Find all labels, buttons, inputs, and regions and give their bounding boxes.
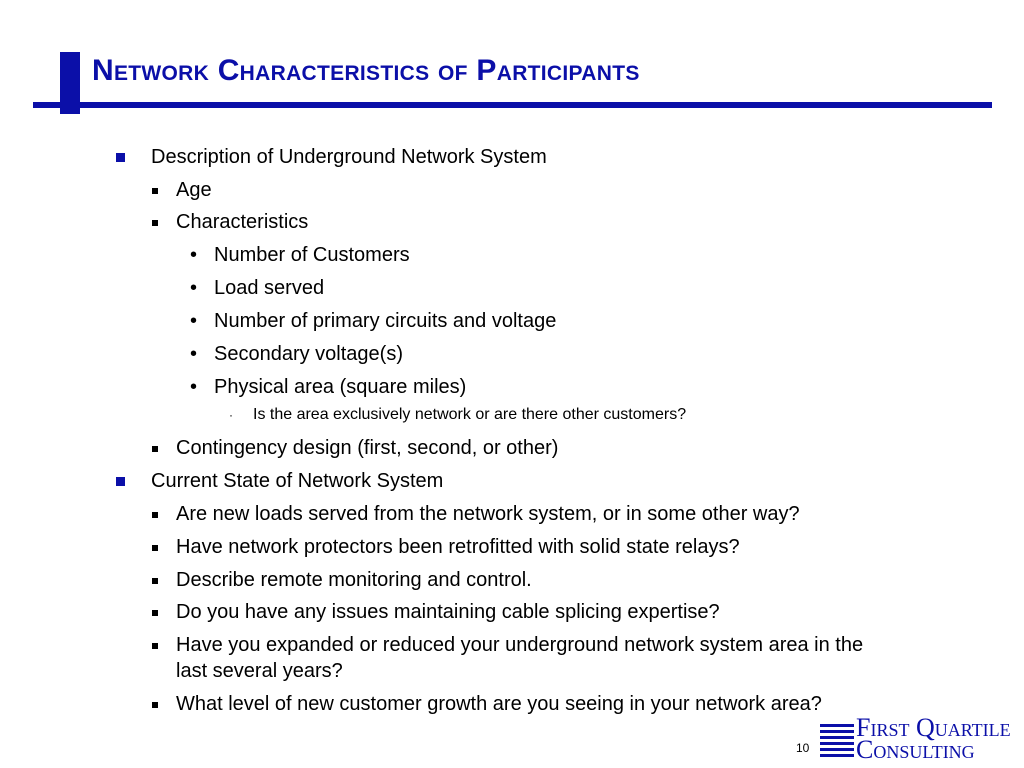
bullet-text: Characteristics [176, 211, 309, 233]
bullet-text: Are new loads served from the network system, or in some other way? [176, 503, 800, 525]
bullet-text: Load served [214, 277, 325, 299]
bullet-text: Is the area exclusively network or are there other customers? [253, 406, 687, 423]
bullet-marker-icon [152, 633, 158, 657]
bullet-marker-icon [152, 178, 158, 202]
bullet-marker-icon [152, 210, 158, 234]
bullet-text: Age [176, 179, 212, 201]
bullet-marker-icon: • [190, 310, 198, 332]
bullet-text: Number of Customers [214, 244, 410, 266]
bullet-text: Have network protectors been retrofitted with solid state relays? [176, 536, 740, 558]
bullet-marker-icon [152, 502, 158, 526]
bullet-text: Contingency design (first, second, or other) [176, 437, 559, 459]
bullet-text: Secondary voltage(s) [214, 343, 403, 365]
bullet-text: Have you expanded or reduced your underground network system area in the [176, 634, 864, 656]
bullet-text: Description of Underground Network System [151, 146, 547, 168]
logo-line-2: Consulting [856, 735, 975, 764]
company-logo [820, 714, 1020, 764]
bullet-marker-icon [152, 600, 158, 624]
bullet-text: last several years? [176, 660, 343, 682]
page-number: 10 [796, 741, 810, 755]
slide-title: Network Characteristics of Participants [92, 54, 640, 87]
bullet-marker-icon [116, 469, 125, 493]
bullet-text: What level of new customer growth are you seeing in your network area? [176, 693, 822, 715]
bullet-text: Describe remote monitoring and control. [176, 569, 532, 591]
logo-line-1: First Quartile [856, 713, 1011, 742]
bullet-text: Physical area (square miles) [214, 376, 467, 398]
bullet-text: Number of primary circuits and voltage [214, 310, 557, 332]
bullet-marker-icon: • [190, 343, 198, 365]
bullet-marker-icon [152, 568, 158, 592]
title-underline [33, 102, 992, 108]
bullet-marker-icon [152, 436, 158, 460]
bullet-marker-icon [152, 692, 158, 716]
bullet-marker-icon: • [190, 277, 198, 299]
bullet-marker-icon: · [229, 408, 233, 422]
bullet-text: Do you have any issues maintaining cable splicing expertise? [176, 601, 720, 623]
bullet-text: Current State of Network System [151, 470, 444, 492]
bullet-marker-icon: • [190, 244, 198, 266]
bullet-marker-icon: • [190, 376, 198, 398]
bullet-marker-icon [152, 535, 158, 559]
bullet-marker-icon [116, 145, 125, 169]
